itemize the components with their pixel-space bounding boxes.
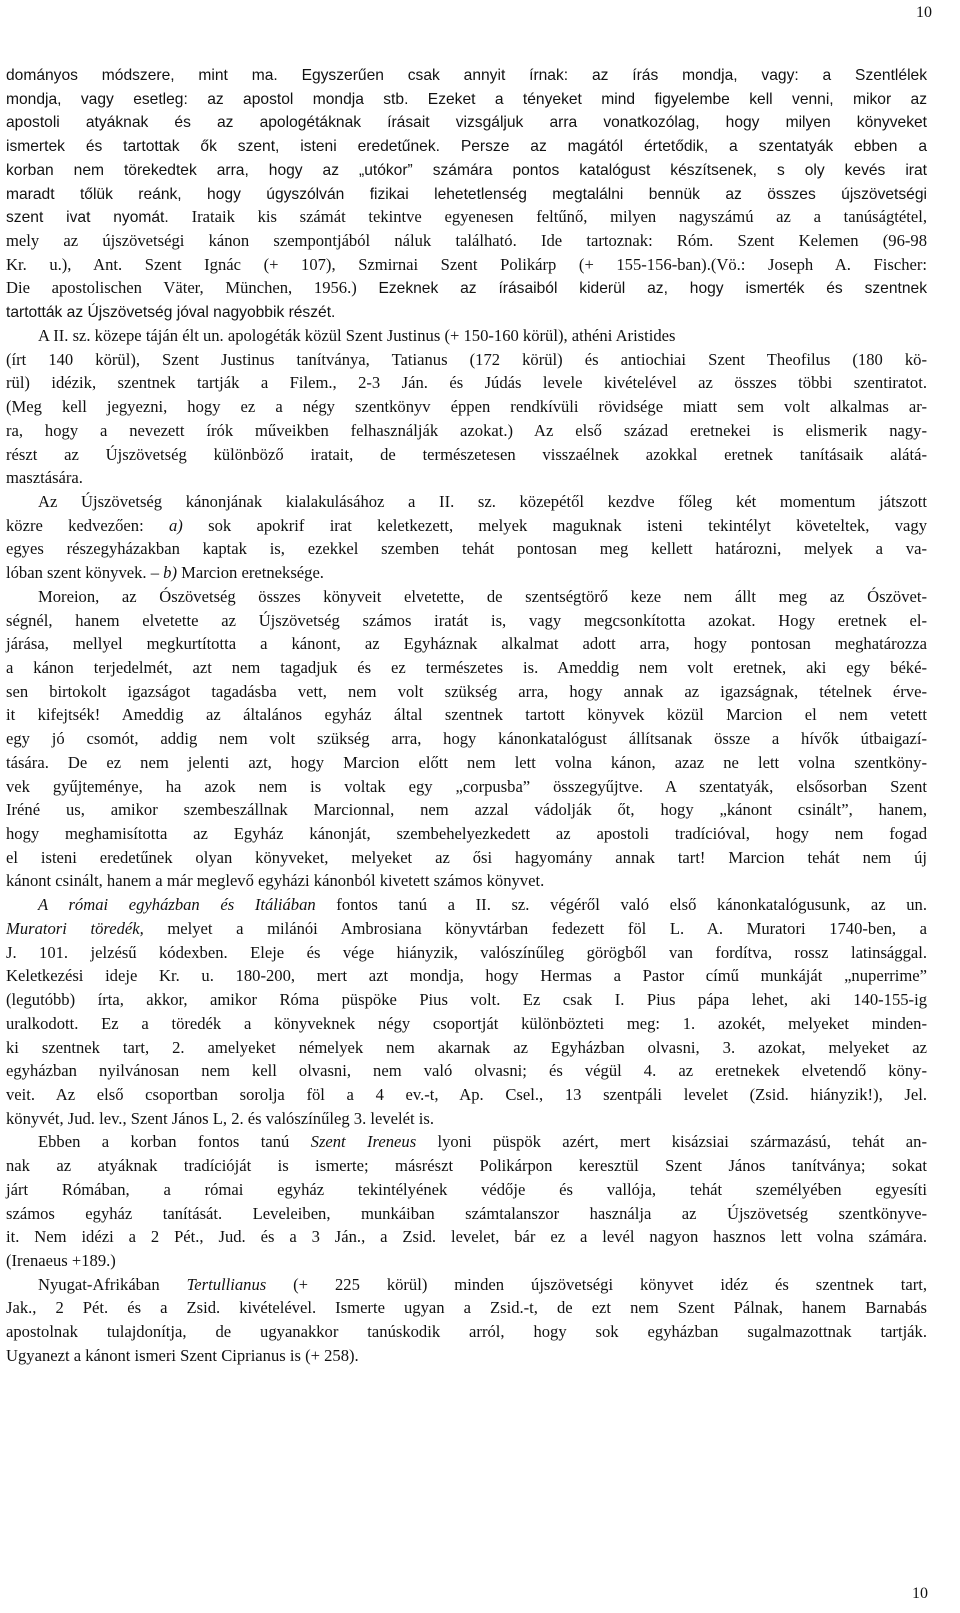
text-line (6, 1296, 927, 1320)
page-number-top: 10 (916, 4, 932, 21)
italic-text: Muratori töredék, (6, 918, 144, 938)
text-segment: fontos tanú a II. sz. végéről való első kánonkatalógusunk, az un. (315, 895, 927, 915)
italic-text: Szent Ireneus (310, 1132, 417, 1152)
text-segment: Irataik kis számát tekintve egyenesen feltűnő, milyen nagyszámú az a tanúságtétel, (191, 207, 928, 227)
text-line (6, 63, 927, 88)
text-line (6, 395, 927, 419)
text-line (6, 609, 927, 633)
text-segment: lóban szent könyvek. – (6, 563, 164, 583)
text-line (6, 276, 927, 301)
text-line (6, 300, 335, 325)
text-segment: rül) idézik, szentnek tartják a Filem., 2-3 Ján. és Júdás levele kivételével az összes többi szentiratot. (6, 373, 927, 393)
text-line (6, 869, 544, 893)
text-segment: hogy meghamisította az Egyház kánonját, szembehelyezkedett az apostoli tradícióval, hogy nem fogad (6, 824, 927, 844)
text-segment: tására. De ez nem jelenti azt, hogy Marcion előtt nem lett volna kánon, azaz ne lett volna szentköny- (6, 752, 927, 772)
text-line (6, 1344, 359, 1368)
text-segment: dományos módszere, mint ma. Egyszerűen csak annyit írnak: az írás mondja, vagy: a Szentlélek (6, 67, 927, 84)
text-segment: mondja, vagy esetleg: az apostol mondja stb. (6, 90, 428, 108)
text-segment: A II. sz. közepe táján élt un. apologéták közül Szent Justinus (+ 150-160 körül), athéni Aristides (38, 325, 676, 345)
text-segment: el isteni eredetűnek olyan könyveket, melyeket az ősi hagyomány annak tart! Marcion tehát nem új (6, 847, 927, 867)
italic-text: Tertullianus (186, 1274, 267, 1294)
text-segment: it. Nem idézi a 2 Pét., Jud. és a 3 Ján., a Zsid. levelet, bár ez a levél nagyon hasznos lett volna számára. (6, 1227, 927, 1247)
text-line (6, 1107, 434, 1131)
text-line (6, 1178, 927, 1202)
italic-text: A római egyházban és Itáliában (38, 895, 316, 915)
text-segment: it kifejtsék! Ameddig az általános egyház által szentnek tartott könyvek közül Marcion el nem vetett (6, 705, 927, 725)
text-segment: járt Rómában, a római egyház tekintélyének védője és vallója, tehát személyében egyesíti (6, 1179, 927, 1199)
text-segment: Persze az magától értetődik, a szentatyák ebben a (460, 138, 927, 156)
text-segment: (Irenaeus +189.) (6, 1251, 116, 1270)
text-line (6, 1154, 927, 1178)
text-segment: Ezeknek az írásaiból kiderül az, hogy ismerték és szentnek (378, 280, 928, 298)
text-segment: egyházban nyilvánosan nem kell olvasni, nem való olvasni; és végül 4. az eretnekek elvetendő köny- (6, 1061, 927, 1081)
text-segment: könyvét, Jud. lev., Szent János L, 2. és valószínűleg 3. levelét is. (6, 1108, 434, 1128)
text-segment: ségnél, hanem elvetette az Újszövetség számos iratát is, vagy megcsonkította azokat. Hogy eretnek el- (6, 610, 927, 630)
text-segment: Nyugat-Afrikában (38, 1274, 187, 1294)
page-number-bottom: 10 (912, 1585, 928, 1602)
text-line (6, 727, 927, 751)
text-line (6, 1249, 116, 1273)
text-line (6, 561, 324, 585)
text-segment: Jak., 2 Pét. és a Zsid. kivételével. Ismerte ugyan a Zsid.-t, de ezt nem Szent Pálnak, hanem Barnabás (6, 1298, 927, 1318)
text-segment: uralkodott. Ez a töredék a könyveknek négy csoportját különbözteti meg: 1. azokét, melyeket minden- (6, 1013, 927, 1033)
text-segment: szent ivat nyomát. (6, 209, 192, 227)
text-segment: részt az Újszövetség különböző iratait, de természetesen visszaélnek azokkal eretnek tanításaik alátá- (6, 444, 927, 464)
text-line (6, 1059, 927, 1083)
text-line (6, 632, 927, 656)
text-segment: Ugyanezt a kánont ismeri Szent Ciprianus is (+ 258). (6, 1345, 359, 1365)
text-line (6, 537, 927, 561)
text-segment: (legutóbb) írta, akkor, amikor Róma püspöke Pius volt. Ez csak I. Pius pápa lehet, aki 140-155-ig (6, 990, 927, 1010)
text-segment: sen birtokolt igazságot tagadásba vett, nem volt szükség arra, hogy annak az igazságnak, tételnek érve- (6, 681, 927, 701)
text-line (38, 585, 927, 609)
text-line (38, 1273, 927, 1297)
text-segment: járása, mellyel megkurtította a kánont, az Egyháznak alkalmat adott arra, hogy pontosan meghatározza (6, 634, 927, 654)
italic-text: a) (169, 515, 183, 535)
text-line (6, 917, 927, 941)
text-segment: Kr. u.), Ant. Szent Ignác (+ 107), Szmirnai Szent Polikárp (+ 155-156-ban).(Vö.: Joseph A. Fischer: (6, 254, 927, 274)
text-line (6, 1083, 927, 1107)
text-segment: Iréné us, amikor szembeszállnak Marcionnal, nem azzal vádolják őt, hogy „kánont csinált”, hanem, (6, 800, 927, 820)
text-segment: ra, hogy a nevezett írók műveikben felhasználják azokat.) Az első század eretnekei is elismerik nagy- (6, 420, 927, 440)
text-line (6, 798, 927, 822)
text-line (6, 988, 927, 1012)
text-segment: egyes részegyházakban kaptak is, ezekkel szemben tehát pontosan meg kellett határozni, melyek a va- (6, 539, 927, 559)
text-line (6, 443, 927, 467)
text-line (6, 205, 927, 230)
text-line (6, 1036, 927, 1060)
text-segment: J. 101. jelzésű kódexben. Eleje és vége hiányzik, valószínűleg görögből van fordítva, rossz latinsággal. (6, 942, 927, 962)
text-segment: (Meg kell jegyezni, hogy ez a négy szentkönyv éppen rendkívüli rövidsége miatt sem volt alkalmas ar- (6, 397, 927, 417)
text-line (38, 324, 675, 348)
text-line (6, 134, 927, 159)
text-segment: Az Újszövetség kánonjának kialakulásához a II. sz. közepétől kezdve főleg két momentum játszott (38, 491, 927, 511)
text-line (6, 348, 927, 372)
text-line (6, 846, 927, 870)
text-segment: közre kedvezően: (6, 515, 169, 535)
text-line (38, 490, 927, 514)
text-line (6, 419, 927, 443)
text-line (6, 466, 83, 490)
text-line (6, 1225, 927, 1249)
text-segment: melyet a milánói Ambrosiana könyvtárban fedezett föl L. A. Muratori 1740-ben, a (143, 918, 927, 938)
text-line (6, 941, 927, 965)
text-segment: Moreion, az Ószövetség összes könyveit elvetette, de szentségtörő kezе nem állt meg az Ószövet- (38, 586, 927, 606)
text-segment: apostolnak tulajdonítja, de ugyanakkor tanúskodik arról, hogy sok egyházban sugalmazottnak tartják. (6, 1322, 927, 1342)
text-segment: számos egyház tanítását. Leveleiben, munkáiban számtalanszor használja az Újszövetség szentkönyve- (6, 1203, 927, 1223)
text-segment: Ezeket a tényeket mind figyelembe kell venni, mikor az (427, 90, 928, 108)
text-line (6, 514, 927, 538)
text-line (6, 110, 927, 135)
text-segment: lyoni püspök azért, mert kisázsiai származású, tehát an- (416, 1132, 927, 1152)
text-line (6, 1202, 927, 1226)
text-line (6, 680, 927, 704)
text-line (6, 1012, 927, 1036)
italic-text: b) (163, 563, 177, 583)
text-segment: (+ 225 körül) minden újszövetségi könyvet idéz és szentnek tart, (266, 1274, 927, 1294)
text-line (6, 371, 927, 395)
text-line (6, 751, 927, 775)
text-segment: tartották az Újszövetség jóval nagyobbik részét. (6, 304, 336, 322)
text-line (6, 158, 927, 183)
text-line (6, 964, 927, 988)
text-line (6, 182, 927, 207)
text-line (6, 822, 927, 846)
text-line (6, 87, 927, 112)
text-segment: ki szentnek tart, 2. amelyeket némelyek nem akarnak az Egyházban olvasni, 3. azokat, melyeket az (6, 1037, 927, 1057)
text-line (6, 253, 927, 277)
text-segment: apostoli atyáknak és az apologétáknak írásait vizsgáljuk arra vonatkozólag, hogy milyen könyveket (6, 114, 927, 132)
text-segment: mely az újszövetségi kánon szempontjából náluk található. Ide tartoznak: Róm. Szent Kelemen (96-98 (6, 231, 927, 251)
text-segment: a kánon terjedelmét, azt nem tagadjuk és ez természetes is. Ameddig nem volt eretnek, aki egy béké- (6, 658, 927, 677)
text-line (38, 893, 927, 917)
text-segment: ismertek és tartottak ők szent, isteni eredetűnek. (6, 138, 461, 156)
text-line (6, 1320, 927, 1344)
text-segment: (írt 140 körül), Szent Justinus tanítványa, Tatianus (172 körül) és antiochiai Szent Theofilus (180 kö- (6, 349, 927, 369)
text-line (6, 656, 927, 680)
text-segment: vek gyűjteménye, ha azok nem is voltak egy „corpusba” összegyűjtve. A szentatyák, elsősorban Szent (6, 776, 927, 796)
text-segment: sok apokrif irat keletkezett, melyek maguknak isteni tekintélyt követeltek, vagy (182, 515, 927, 535)
text-segment: Keletkezési ideje Kr. u. 180-200, mert azt mondja, hogy Hermas a Pastor című munkáját „nuperrime” (6, 966, 927, 986)
text-segment: kánont csinált, hanem a már meglevő egyházi kánonból kivetett számos könyvet. (6, 871, 545, 891)
text-line (38, 1130, 927, 1154)
text-line (6, 703, 927, 727)
text-segment: maradt tőlük reánk, hogy úgyszólván fizikai lehetetlenség megtalálni bennük az összes újszövetségi (6, 185, 927, 203)
text-segment: Marcion eretneksége. (176, 563, 324, 583)
text-line (6, 775, 927, 799)
text-segment: korban nem törekedtek arra, hogy az „utókor” számára pontos katalógust készítsenek, s oly kevés irat (6, 161, 927, 179)
text-segment: egy jó csomót, addig nem volt szükség arra, hogy kánonkatalógust állítsanak össze a hívők útbaigazí- (6, 729, 927, 749)
text-segment: Ebben a korban fontos tanú (38, 1132, 311, 1152)
text-line (6, 229, 927, 253)
text-segment: Die apostolischen Väter, München, 1956.) (6, 278, 379, 298)
text-segment: veit. Az első csoportban sorolja föl a 4 ev.-t, Ap. Csel., 13 szentpáli levelet (Zsid. hiányzik!), Jel. (6, 1084, 927, 1104)
text-segment: masztására. (6, 468, 83, 488)
text-segment: nak az atyáknak tradícióját is ismerte; másrészt Polikárpon keresztül Szent János tanítványa; sokat (6, 1156, 927, 1176)
